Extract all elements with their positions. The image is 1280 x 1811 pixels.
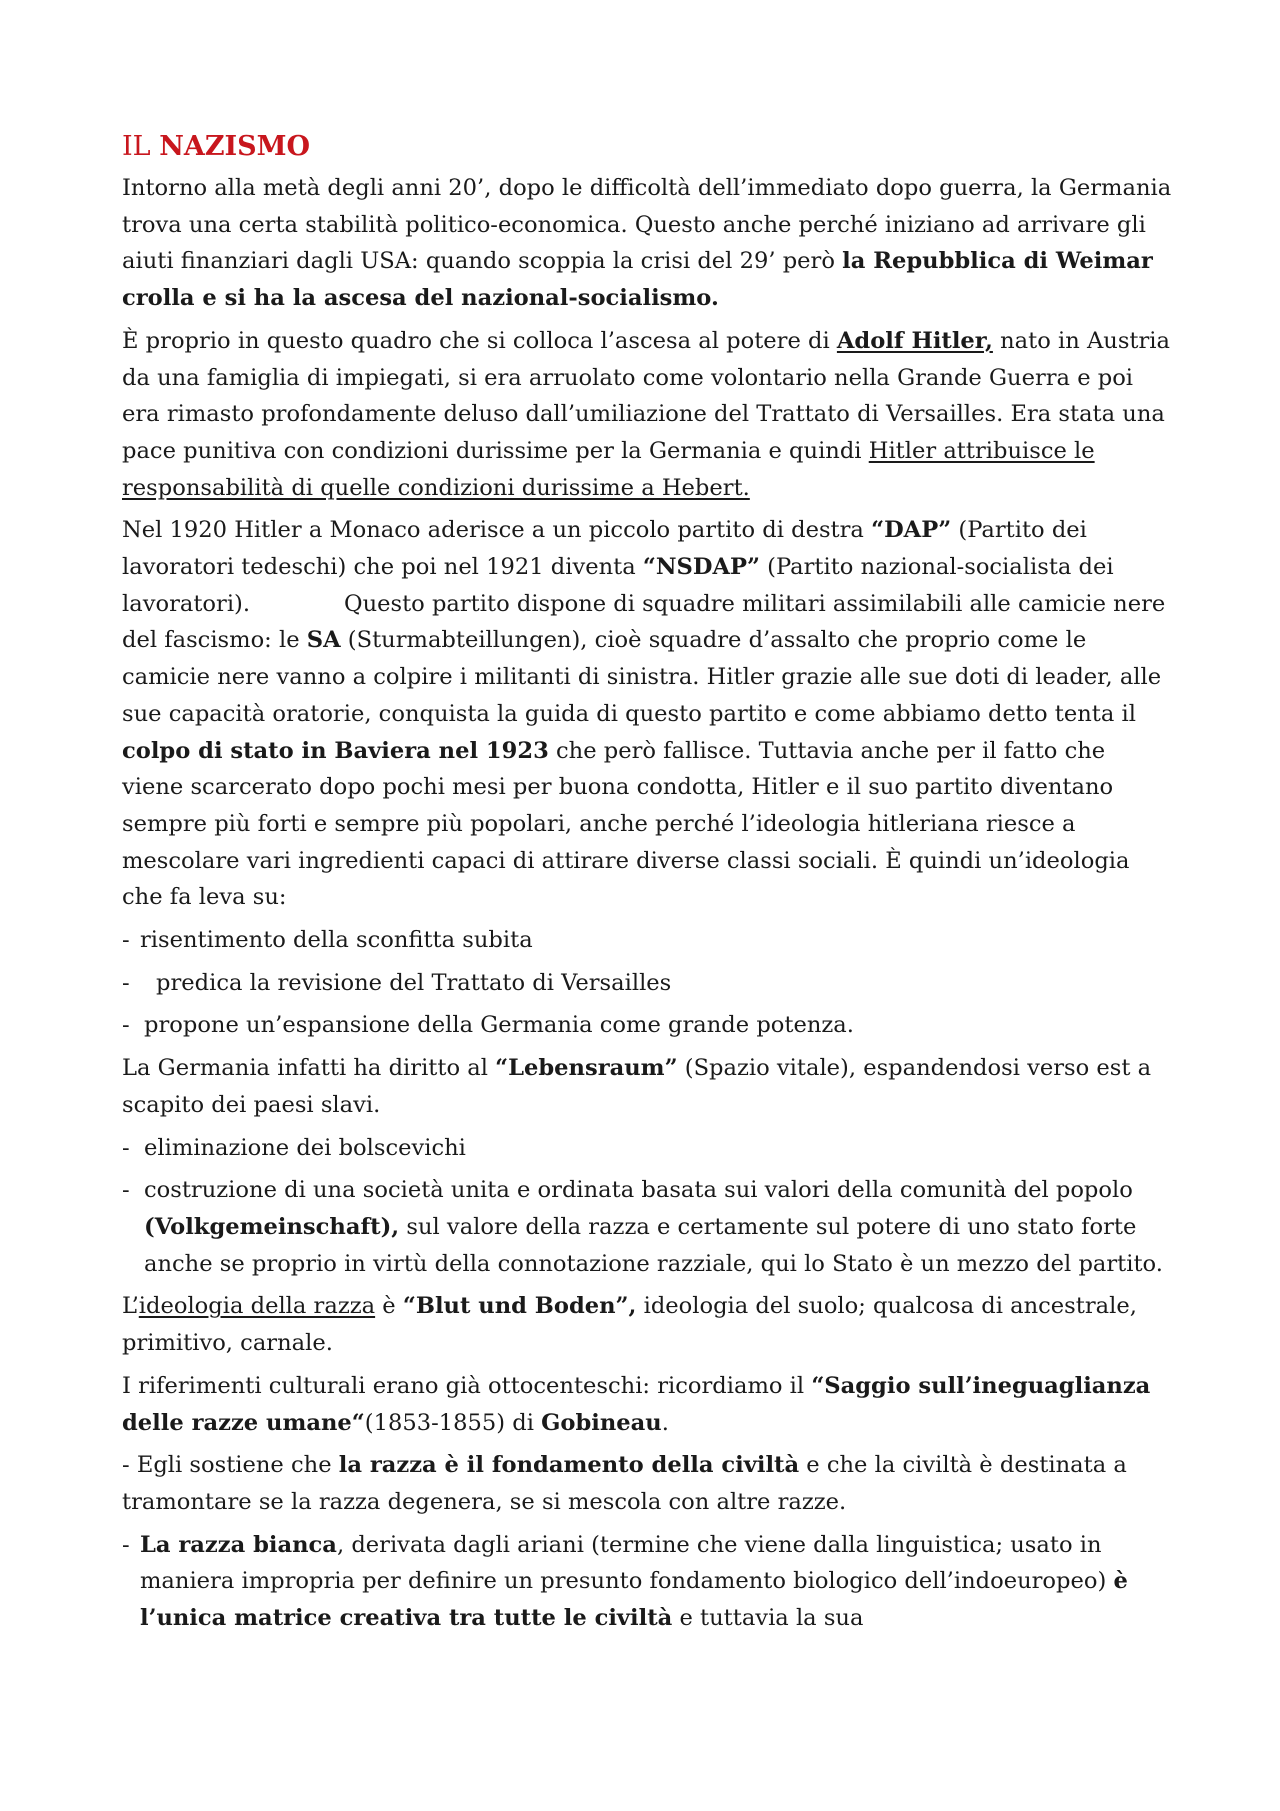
paragraph-gobineau <box>122 1368 1172 1441</box>
title-prefix: IL <box>122 131 151 162</box>
bold-text: è l’unica matrice creativa tra tutte le civiltà <box>140 1568 1128 1632</box>
paragraph-nsdap <box>122 512 1172 916</box>
list-item <box>122 965 1172 1002</box>
text: Egli sostiene che <box>129 1452 339 1479</box>
dash-bullet: - <box>122 1452 130 1479</box>
text: Questo partito dispone di squadre militari assimilabili alle camicie nere del fascismo: le <box>122 590 1166 654</box>
dash-bullet: - <box>122 1177 130 1204</box>
text: (Sturmabteillungen), cioè squadre d’assalto che proprio come le camicie nere vanno a colpire i militanti di sinistra. Hitler grazie alle sue doti di leader, alle sue capacità oratorie, conquista la guida di questo partito e come abbiamo detto tenta il <box>122 627 1162 727</box>
text: (Partito dei lavoratori tedeschi) che poi nel 1921 diventa <box>122 517 1087 581</box>
document-title <box>122 124 1172 170</box>
list-item-text: predica la revisione del Trattato di Versailles <box>156 969 672 996</box>
text: (1853-1855) di <box>364 1409 542 1436</box>
list-item <box>122 922 1172 959</box>
dash-bullet: - <box>122 1012 130 1039</box>
dash-bullet: - <box>122 927 130 954</box>
bold-text: “NSDAP” <box>642 554 760 581</box>
bold-text: la Repubblica di Weimar crolla e si ha la ascesa del nazional-socialismo. <box>122 248 1153 312</box>
paragraph-civilta <box>122 1447 1172 1520</box>
list-item-text: costruzione di una società unita e ordinata basata sui valori della comunità del popolo <box>144 1177 1133 1204</box>
bold-text: “Lebensraum” <box>495 1055 678 1082</box>
text: e che la civiltà è destinata a tramontare se la razza degenera, se si mescola con altre razze. <box>122 1452 1127 1515</box>
hitler-link[interactable]: Adolf Hitler, <box>836 327 993 354</box>
list-item-text: sul valore della razza e certamente sul potere di uno stato forte anche se proprio in virtù della connotazione razziale, qui lo Stato è un mezzo del partito. <box>144 1213 1163 1277</box>
bold-text: Gobineau <box>541 1409 662 1436</box>
bold-text: “Saggio sull’ineguaglianza delle razze umane“ <box>122 1372 1151 1436</box>
dash-bullet: - <box>122 1134 130 1161</box>
list-item <box>122 1172 1172 1282</box>
bold-text: colpo di stato in Baviera nel 1923 <box>122 737 549 764</box>
text: (Partito nazional-socialista dei lavoratori). <box>122 554 1114 617</box>
text: e tuttavia la sua <box>672 1605 864 1632</box>
underlined-text: Hitler attribuisce le responsabilità di quelle condizioni durissime a Hebert. <box>122 437 1095 501</box>
bold-text: SA <box>306 627 341 654</box>
text: . <box>661 1409 669 1436</box>
text: La Germania infatti ha diritto al <box>122 1055 496 1082</box>
paragraph-razza-bianca <box>122 1527 1172 1637</box>
paragraph-blut-und-boden <box>122 1288 1172 1361</box>
list-item-text: risentimento della sconfitta subita <box>140 927 533 954</box>
paragraph-lebensraum <box>122 1050 1172 1123</box>
bold-text: la razza è il fondamento della civiltà <box>338 1452 800 1479</box>
list-item <box>122 1007 1172 1044</box>
ideology-list <box>122 922 1172 1044</box>
bold-text: (Volkgemeinschaft), <box>144 1213 400 1240</box>
text: Intorno alla metà degli anni 20’, dopo le difficoltà dell’immediato dopo guerra, la Germania trova una certa stabilità politico-economica. Questo anche perché iniziano ad arrivare gli aiuti finanziari dagli USA: quando scoppia la crisi del 29’ però <box>122 175 1172 275</box>
text: nato in Austria da una famiglia di impiegati, si era arruolato come volontario nella Grande Guerra e poi era rimasto profondamente deluso dall’umiliazione del Trattato di Versailles. Era stata una pace punitiva con condizioni durissime per la Germania e quindi <box>122 327 1170 464</box>
text: è <box>375 1293 403 1320</box>
dash-bullet: - <box>122 969 130 996</box>
ideology-list-2 <box>122 1130 1172 1283</box>
text: che però fallisce. Tuttavia anche per il fatto che viene scarcerato dopo pochi mesi per buona condotta, Hitler e il suo partito diventano sempre più forti e sempre più popolari, anche perché l’ideologia hitleriana riesce a mescolare vari ingredienti capaci di attirare diverse classi sociali. È quindi un’ideologia che fa leva su: <box>122 737 1130 911</box>
text: Nel 1920 Hitler a Monaco aderisce a un piccolo partito di destra <box>122 517 872 544</box>
paragraph-hitler <box>122 323 1172 507</box>
text: I riferimenti culturali erano già ottocenteschi: ricordiamo il <box>122 1372 812 1399</box>
list-item-text: propone un’espansione della Germania come grande potenza. <box>144 1012 854 1039</box>
bold-text: “Blut und Boden”, <box>402 1293 637 1320</box>
bold-text: “DAP” <box>871 517 952 544</box>
text: L’ <box>122 1293 139 1320</box>
underlined-text: ideologia della razza <box>138 1293 376 1320</box>
text: , derivata dagli ariani (termine che viene dalla linguistica; usato in maniera impropria per definire un presunto fondamento biologico dell’indoeuropeo) <box>140 1531 1114 1595</box>
text: ideologia del suolo; qualcosa di ancestrale, primitivo, carnale. <box>122 1293 1137 1357</box>
bold-text: La razza bianca <box>140 1531 337 1558</box>
list-item <box>122 1130 1172 1167</box>
list-item-text: eliminazione dei bolscevichi <box>144 1134 466 1161</box>
text: È proprio in questo quadro che si colloca l’ascesa al potere di <box>122 327 837 354</box>
document-page <box>122 124 1172 1637</box>
dash-bullet: - <box>122 1531 130 1558</box>
text: (Spazio vitale), espandendosi verso est a scapito dei paesi slavi. <box>122 1055 1152 1118</box>
title-main: NAZISMO <box>159 131 311 162</box>
paragraph-weimar <box>122 170 1172 317</box>
